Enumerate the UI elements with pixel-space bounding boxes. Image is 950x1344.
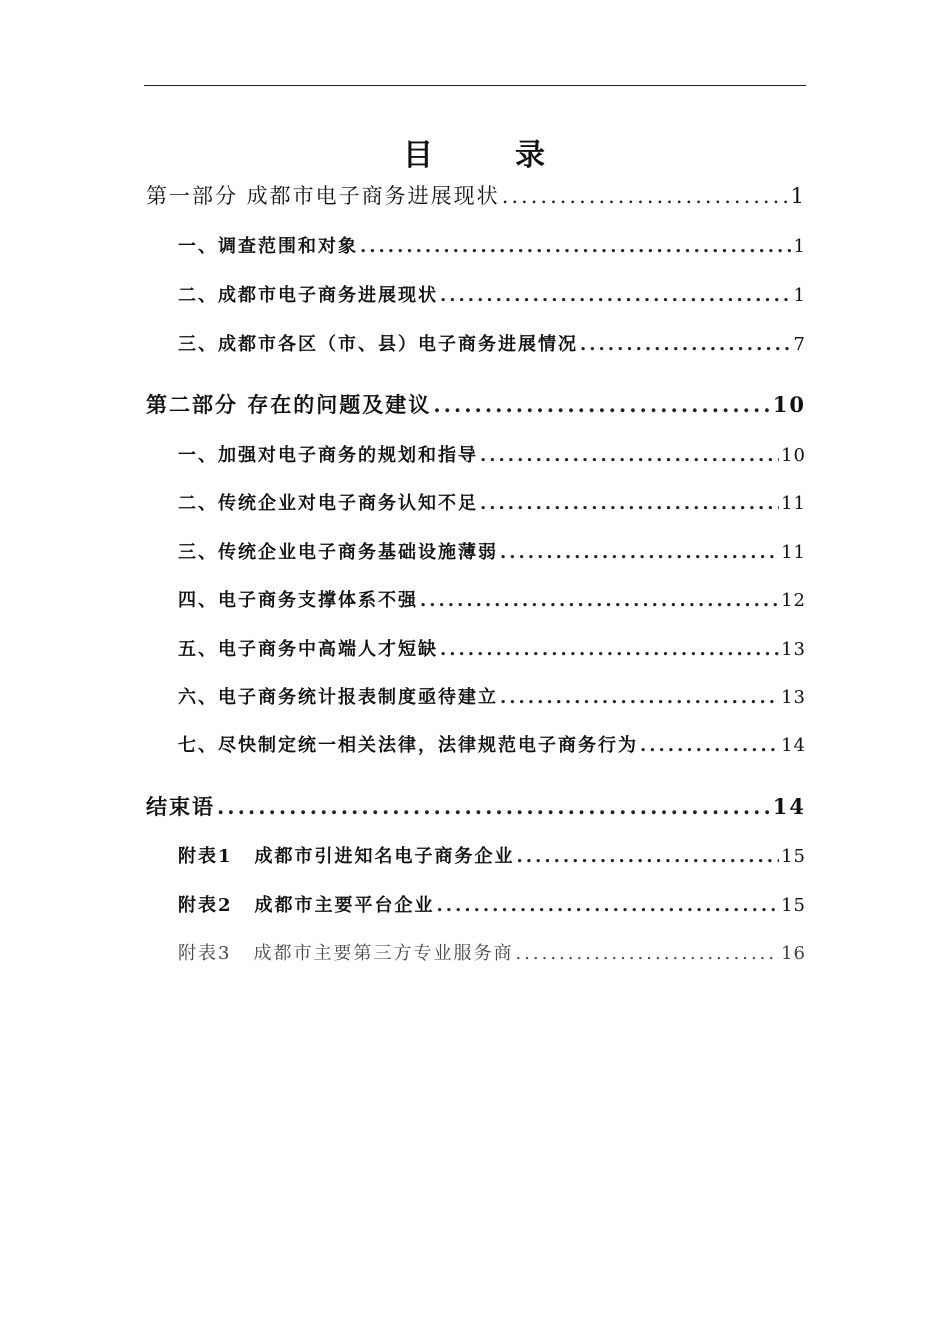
dot-leader [515,943,779,965]
dot-leader [480,445,779,467]
toc-item[interactable] [178,542,806,564]
toc-item-page: 13 [781,687,806,708]
toc-appendix-label [178,943,513,965]
toc-item-label: 六、电子商务统计报表制度亟待建立 [178,687,498,708]
appendix-name: 附表1 [178,846,233,867]
toc-part-1-label: 第一部分 成都市电子商务进展现状 [146,184,500,208]
header-rule [144,85,806,86]
dot-leader [440,639,779,661]
toc-item-page: 1 [793,285,806,306]
toc-appendix-label [178,846,515,868]
toc-item-page: 11 [781,542,806,563]
appendix-name: 附表2 [178,895,233,916]
dot-leader [500,542,779,564]
toc-item-label: 五、电子商务中高端人才短缺 [178,639,438,660]
dot-leader [480,493,779,515]
toc-appendix-page: 15 [781,895,806,916]
toc-item-label: 四、电子商务支撑体系不强 [178,590,418,611]
toc-conclusion-label: 结束语 [146,794,215,819]
dot-leader [517,846,780,868]
dot-leader [640,735,779,757]
toc-part-1-page: 1 [790,184,806,208]
toc-item[interactable] [178,687,806,709]
toc-item-page: 1 [793,236,806,257]
page-title [0,130,950,174]
appendix-name: 附表3 [178,943,232,964]
appendix-title: 成都市主要第三方专业服务商 [253,943,514,964]
toc-item-page: 11 [781,493,806,514]
dot-leader [500,687,779,709]
toc-appendix[interactable] [178,846,806,868]
toc-item-page: 13 [781,639,806,660]
appendix-title: 成都市引进知名电子商务企业 [254,846,515,867]
toc-appendix-page: 15 [781,846,806,867]
toc-appendix-page: 16 [781,943,806,964]
toc-item[interactable] [178,285,806,307]
dot-leader [420,590,779,612]
toc-appendix[interactable] [178,895,806,917]
toc-item-label: 一、加强对电子商务的规划和指导 [178,445,478,466]
toc-part-2-page: 10 [772,392,806,417]
toc-item[interactable] [178,639,806,661]
dot-leader [433,392,770,417]
toc-item-page: 10 [781,445,806,466]
toc-item-label: 七、尽快制定统一相关法律，法律规范电子商务行为 [178,735,638,756]
toc-item[interactable] [178,735,806,757]
toc-appendix-label [178,895,435,917]
toc-item[interactable] [178,590,806,612]
dot-leader [580,334,792,356]
dot-leader [437,895,780,917]
toc-item[interactable] [178,445,806,467]
toc-item-page: 7 [793,334,806,355]
toc-item-page: 14 [781,735,806,756]
toc-part-2-label: 第二部分 存在的问题及建议 [146,392,432,417]
toc-part-1[interactable] [146,184,806,209]
toc-appendix[interactable] [178,943,806,965]
toc-item-label: 二、成都市电子商务进展现状 [178,285,438,306]
dot-leader [360,236,792,258]
title-char-left: 目 [403,138,435,173]
dot-leader [502,184,789,209]
toc-item[interactable] [178,334,806,356]
toc-part-2[interactable] [146,392,806,417]
toc-conclusion-page: 14 [772,794,806,819]
dot-leader [217,794,771,819]
toc-item-label: 二、传统企业对电子商务认知不足 [178,493,478,514]
toc-item[interactable] [178,236,806,258]
toc-item[interactable] [178,493,806,515]
toc-item-label: 三、传统企业电子商务基础设施薄弱 [178,542,498,563]
toc-item-page: 12 [781,590,806,611]
appendix-title: 成都市主要平台企业 [254,895,435,916]
toc-conclusion[interactable] [146,794,806,819]
toc-item-label: 三、成都市各区（市、县）电子商务进展情况 [178,334,578,355]
dot-leader [440,285,792,307]
title-char-right: 录 [515,138,547,173]
toc-item-label: 一、调查范围和对象 [178,236,358,257]
